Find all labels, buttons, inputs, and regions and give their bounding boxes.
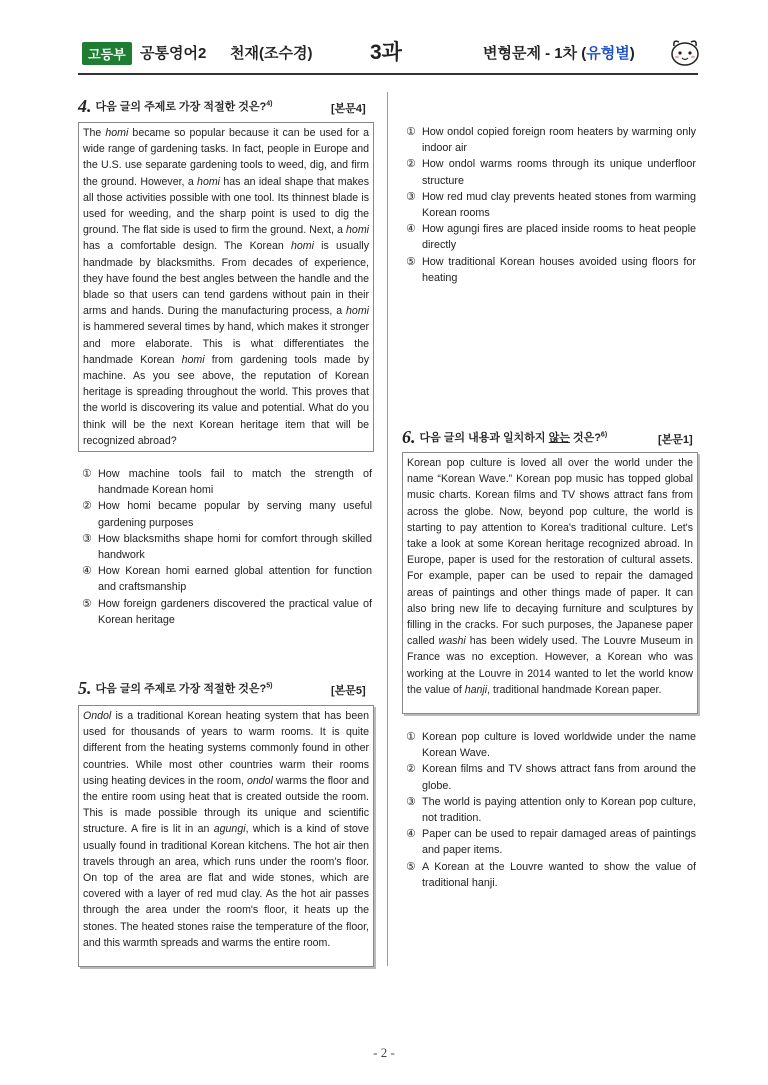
option-mark: ④ (406, 223, 416, 236)
question-4-number: 4. (78, 96, 92, 116)
option-mark: ① (406, 126, 416, 138)
option-text: How ondol warms rooms through its unique underfloor structure (422, 158, 696, 187)
question-6-prompt-before: 다음 글의 내용과 일치하지 (419, 432, 549, 444)
question-6-footnote: 6) (600, 431, 608, 439)
question-4-source-tag: [본문4] (331, 103, 366, 115)
option-mark: ② (406, 763, 416, 776)
question-6-passage: Korean pop culture is loved all over the world under the name “Korean Wave.” Korean pop music has topped global music charts. Korean films and TV shows attract fans from across the globe. Now, beyond pop culture, the world is starting to pay attention to Korea's traditional culture. Let's take a look at some Korean heritage recognized abroad. In Europe, paper is used for the restoration of cultural assets. For example, paper can be used to repair the damaged areas of paintings and other things made of paper. It can also bring new life to decaying furniture and sculptures by filling in the cracks. For such purposes, the Japanese paper called washi has been widely used. The Louvre Museum in France was no exception. However, a Korean who was working at the Louvre in 2014 wanted to let the world know the value of hanji, traditional handmade Korean paper. (402, 452, 698, 714)
question-6-options (402, 729, 696, 891)
option-text: Paper can be used to repair damaged areas of paintings and paper items. (422, 828, 696, 857)
option-mark: ① (82, 468, 92, 480)
option-text: How Korean homi earned global attention for function and craftsmanship (98, 565, 372, 594)
option-text: How foreign gardeners discovered the practical value of Korean heritage (98, 597, 372, 626)
option-text: Korean pop culture is loved worldwide under the name Korean Wave. (422, 731, 696, 760)
option-mark: ② (406, 158, 416, 171)
exam-type-prefix: 변형문제 - 1차 ( (483, 45, 587, 62)
question-5-source-tag: [본문5] (331, 685, 366, 697)
lesson-title: 3과 (370, 41, 402, 64)
option-text: How agungi fires are placed inside rooms to heat people directly (422, 223, 696, 252)
question-4-prompt: 다음 글의 주제로 가장 적절한 것은? (95, 101, 267, 113)
answer-option[interactable] (402, 189, 696, 221)
option-mark: ③ (82, 532, 92, 545)
answer-option[interactable] (402, 254, 696, 286)
column-divider (387, 92, 388, 966)
option-mark: ③ (406, 190, 416, 203)
question-6-source-tag: [본문1] (658, 434, 693, 446)
option-text: The world is paying attention only to Korean pop culture, not tradition. (422, 795, 696, 825)
header-rule (78, 73, 698, 75)
option-text: How ondol copied foreign room heaters by warming only indoor air (422, 126, 696, 155)
exam-type-suffix: ) (629, 45, 635, 62)
question-4-title (78, 96, 374, 117)
answer-option[interactable] (402, 124, 696, 156)
question-5-prompt: 다음 글의 주제로 가장 적절한 것은? (95, 683, 267, 695)
publisher-label: 천재(조수경) (230, 45, 313, 62)
question-5-title (78, 678, 374, 699)
option-mark: ① (406, 731, 416, 743)
question-6-title (402, 427, 698, 448)
option-mark: ④ (82, 565, 92, 578)
level-badge: 고등부 (82, 42, 132, 65)
option-mark: ⑤ (406, 255, 416, 268)
question-5-number: 5. (78, 678, 92, 698)
answer-option[interactable] (78, 498, 372, 530)
question-5-footnote: 5) (266, 682, 273, 690)
option-text: How red mud clay prevents heated stones from warming Korean rooms (422, 190, 696, 220)
question-4-passage: The homi became so popular because it can be used for a wide range of gardening tasks. In fact, people in Europe and the U.S. use separate gardening tools to weed, dig, and firm the ground. However, a homi has an ideal shape that makes all those activities possible with one tool. Its thinnest blade is used for weeding, and the sharp point is used to dig the ground. The flat side is used to firm the ground. Next, a homi has a comfortable design. The Korean homi is usually handmade by blacksmiths. From decades of experience, they have found the best angles between the handle and the blade so that users can tend gardens without pain in their arms and hands. During the manufacturing process, a homi is hammered several times by hand, which makes it stronger and more elaborate. This is what differentiates the handmade Korean homi from gardening tools made by machine. As you see above, the reputation of Korean heritage is spreading throughout the world. This proves that the world is discovering its value and potential. What do you think will be the next Korean heritage item that will be recognized abroad? (78, 122, 374, 452)
option-mark: ③ (406, 795, 416, 808)
mascot-icon (668, 36, 702, 68)
option-text: How homi became popular by serving many useful gardening purposes (98, 500, 372, 529)
subject-title: 공통영어2 (140, 45, 207, 62)
option-mark: ④ (406, 828, 416, 841)
answer-option[interactable] (402, 859, 696, 891)
answer-option[interactable] (402, 729, 696, 761)
question-4-footnote: 4) (266, 100, 273, 108)
option-mark: ⑤ (406, 860, 416, 873)
question-5-passage: Ondol is a traditional Korean heating system that has been used for thousands of years to warm rooms. It is quite different from the heating systems commonly found in other countries. While most other countries warm their rooms using heating devices in the room, ondol warms the floor and the entire room using heat that is created outside the room. This is made possible through its unique and scientific structure. A fire is lit in an agungi, which is a kind of stove usually found in traditional Korean kitchens. The hot air then travels through an area, which runs under the room's floor. On top of the area are flat and wide stones, which are covered with a layer of red mud clay. As the hot air passes through the area under the room's floor, it heats up the stones. The heated stones raise the temperature of the floor, and this warmth spreads and warms the entire room. (78, 705, 374, 967)
question-6-prompt-after: 것은? (569, 432, 601, 444)
answer-option[interactable] (78, 563, 372, 595)
answer-option[interactable] (402, 794, 696, 826)
option-text: Korean films and TV shows attract fans from around the globe. (422, 763, 696, 792)
option-mark: ⑤ (82, 597, 92, 610)
exam-type-highlight: 유형별 (586, 45, 630, 62)
option-text: How traditional Korean houses avoided using floors for heating (422, 255, 696, 284)
question-4-options (78, 466, 372, 628)
exam-type-label (483, 42, 635, 63)
answer-option[interactable] (402, 826, 696, 858)
answer-option[interactable] (78, 596, 372, 628)
option-text: How blacksmiths shape homi for comfort through skilled handwork (98, 532, 372, 562)
question-6-prompt-underlined: 않는 (548, 432, 570, 444)
answer-option[interactable] (402, 156, 696, 188)
question-5-options (402, 124, 696, 286)
answer-option[interactable] (78, 531, 372, 563)
question-6-number: 6. (402, 427, 416, 447)
option-text: A Korean at the Louvre wanted to show the value of traditional hanji. (422, 860, 696, 889)
option-mark: ② (82, 500, 92, 513)
answer-option[interactable] (402, 761, 696, 793)
answer-option[interactable] (78, 466, 372, 498)
page-header (78, 36, 698, 70)
option-text: How machine tools fail to match the strength of handmade Korean homi (98, 468, 372, 497)
answer-option[interactable] (402, 221, 696, 253)
page-number: - 2 - (373, 1045, 395, 1060)
